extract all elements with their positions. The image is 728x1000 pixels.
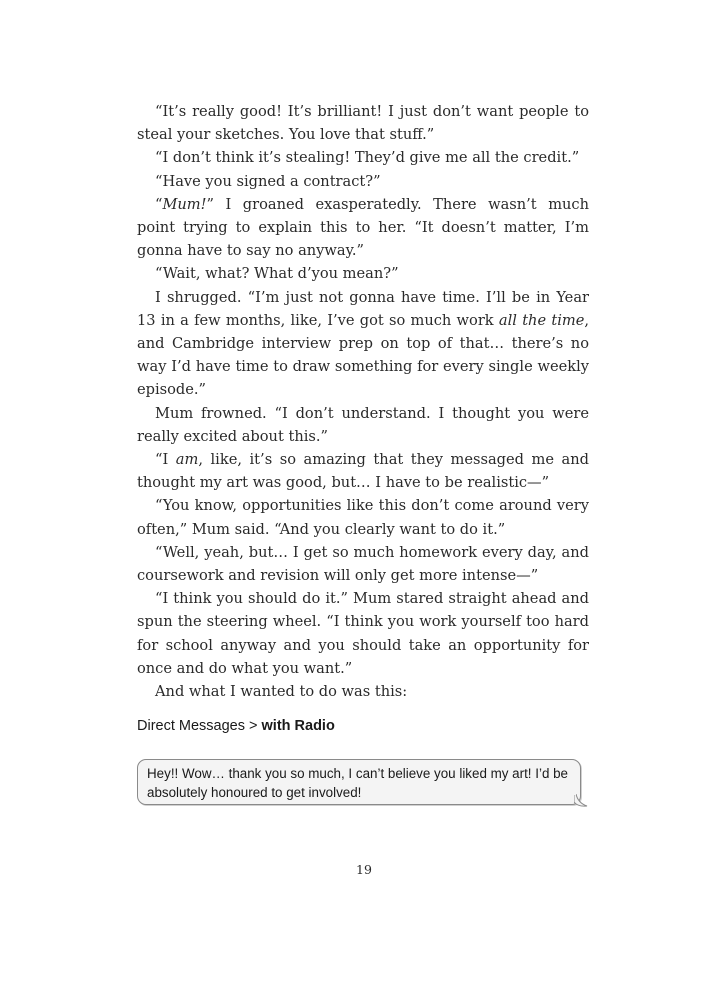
paragraph — [137, 286, 589, 402]
direct-messages-header — [137, 718, 335, 734]
paragraph-lead: I shrugged. “I’m just not gonna have time. I’ll be in Year 13 in a few months, like, I’ve got so much work — [137, 288, 589, 329]
paragraph — [137, 448, 589, 494]
paragraph: “You know, opportunities like this don’t come around very often,” Mum said. “And you clearly want to do it.” — [137, 497, 589, 538]
emphasis: Mum! — [162, 195, 207, 213]
emphasis: am — [175, 451, 199, 469]
paragraph: “Wait, what? What d’you mean?” — [155, 265, 399, 283]
message-text: Hey!! Wow… thank you so much, I can’t believe you liked my art! I’d be absolutely honoured to get involved! — [147, 766, 569, 800]
paragraph: “I don’t think it’s stealing! They’d give me all the credit.” — [155, 149, 580, 167]
paragraph: Mum frowned. “I don’t understand. I thought you were really excited about this.” — [137, 404, 589, 445]
dm-section-label: Direct Messages — [137, 718, 245, 734]
dm-contact-name: with Radio — [261, 718, 335, 734]
paragraph: “Have you signed a contract?” — [155, 172, 381, 190]
paragraph-rest: , like, it’s so amazing that they messaged me and thought my art was good, but… I have to be realistic—” — [137, 451, 589, 492]
paragraph: “Well, yeah, but… I get so much homework every day, and coursework and revision will only get more intense—” — [137, 543, 589, 585]
paragraph: “I think you should do it.” Mum stared straight ahead and spun the steering wheel. “I think you work yourself too hard for school anyway and you should take an opportunity for once and do what you want.” — [137, 590, 589, 677]
message-bubble — [137, 759, 581, 805]
page-number: 19 — [356, 862, 372, 877]
paragraph: And what I wanted to do was this: — [155, 683, 408, 701]
paragraph-rest: ” I groaned exasperatedly. There wasn’t much point trying to explain this to her. “It doesn’t matter, I’m gonna have to say no anyway.” — [137, 195, 589, 260]
dm-separator: > — [244, 718, 262, 734]
emphasis: all the time — [498, 311, 585, 329]
paragraph-lead: “I — [155, 451, 176, 469]
paragraph-rest: , and Cambridge interview prep on top of that… there’s no way I’d have time to draw something for every single weekly episode.” — [137, 311, 589, 399]
paragraph: “It’s really good! It’s brilliant! I just don’t want people to steal your sketches. You love that stuff.” — [137, 103, 589, 144]
body-text — [137, 100, 589, 703]
paragraph — [137, 193, 589, 263]
paragraph-lead: “ — [155, 195, 163, 213]
